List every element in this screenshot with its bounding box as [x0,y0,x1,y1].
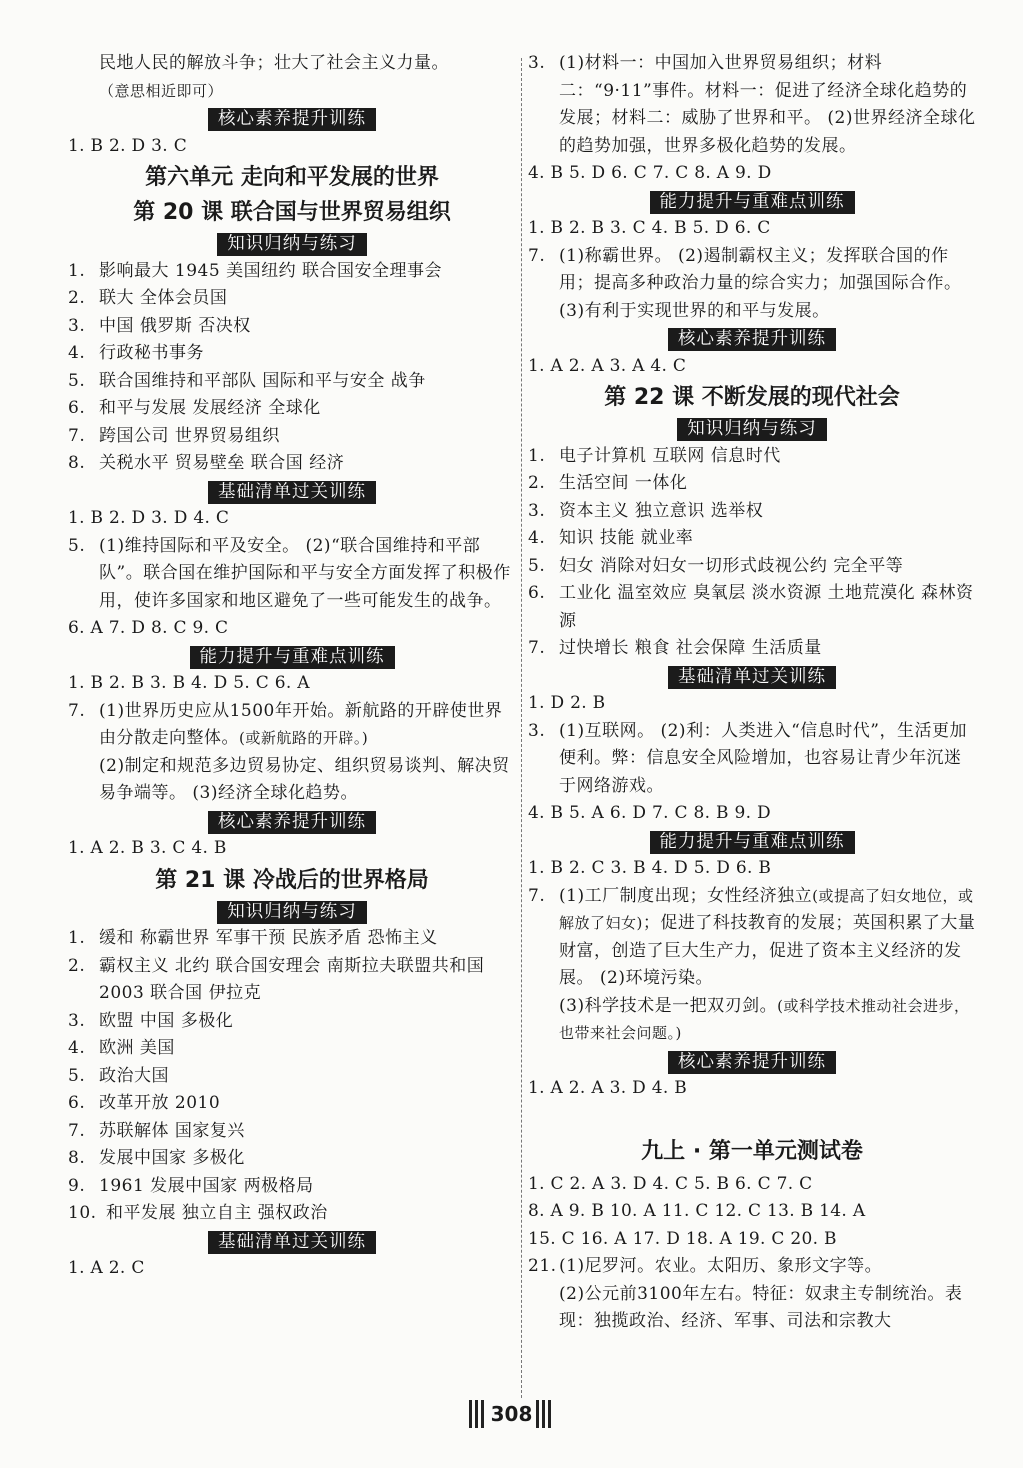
answer-line: 1. B 2. B 3. B 4. D 5. C 6. A [68,673,310,693]
list-item: 6. 工业化 温室效应 臭氧层 淡水资源 土地荒漠化 森林资源 [528,583,974,631]
list-item: 3. 资本主义 独立意识 选举权 [528,500,764,521]
list-item: 5. 政治大国 [68,1065,169,1086]
list-item: 7. (1)称霸世界。 (2)遏制霸权主义；发挥联合国的作用；提高多种政治力量的综合实力；加强国际合作。 (3)有利于实现世界的和平与发展。 [528,245,962,321]
right-column [528,50,976,1336]
list-item: 2. 生活空间 一体化 [528,473,688,493]
answer-line: 4. B 5. A 6. D 7. C 8. B 9. D [528,803,771,823]
page-number: 308 [0,1400,1023,1428]
list-item: 7. 跨国公司 世界贸易组织 [68,425,280,446]
lesson-title: 第 22 课 不断发展的现代社会 [604,385,900,410]
list-item: 8. 关税水平 贸易壁垒 联合国 经济 [68,453,345,473]
answer-line: 1. B 2. D 3. C [68,135,188,156]
list-item: 6. 改革开放 2010 [68,1093,221,1113]
answer-note: （意思相近即可） [99,81,224,100]
list-item: 1. 影响最大 1945 美国纽约 联合国安全理事会 [68,260,442,281]
answer-line: 1. A 2. A 3. D 4. B [528,1078,688,1098]
section-bar-core: 核心素养提升训练 [208,108,376,131]
list-item: 5. (1)维持国际和平及安全。 (2)“联合国维持和平部队”。联合国在维护国际和平与安全方面发挥了积极作用，使许多国家和地区避免了一些可能发生的战争。 [68,535,511,611]
answer-line: 15. C 16. A 17. D 18. A 19. C 20. B [528,1228,837,1249]
section-bar-ability: 能力提升与重难点训练 [650,191,855,214]
answer-line: 1. B 2. C 3. B 4. D 5. D 6. B [528,858,772,878]
list-item: 7. 苏联解体 国家复兴 [68,1120,245,1141]
list-item: 1. 缓和 称霸世界 军事干预 民族矛盾 恐怖主义 [68,928,438,948]
section-bar-ability: 能力提升与重难点训练 [650,831,855,854]
list-item: 21. (1)尼罗河。农业。太阳历、象形文字等。 (2)公元前3100年左右。特征：奴隶主专制统治。表现：独揽政治、经济、军事、司法和宗教大 [528,1256,963,1331]
list-item: 10. 和平发展 独立自主 强权政治 [68,1203,328,1223]
test-title: 九上 · 第一单元测试卷 [641,1138,863,1164]
answer-line: 民地人民的解放斗争；壮大了社会主义力量。 [99,53,449,73]
answer-line: 4. B 5. D 6. C 7. C 8. A 9. D [528,163,772,183]
section-bar-core: 核心素养提升训练 [668,328,836,351]
page-number-stripes [536,1400,554,1428]
section-bar-ability: 能力提升与重难点训练 [190,646,395,669]
section-bar-knowledge: 知识归纳与练习 [677,418,827,441]
unit-title: 第六单元 走向和平发展的世界 [145,165,439,190]
list-item: 4. 欧洲 美国 [68,1038,175,1058]
list-item: 4. 行政秘书事务 [68,343,204,363]
answer-line: 1. A 2. A 3. A 4. C [528,355,687,376]
list-item: 7. (1)工厂制度出现；女性经济独立(或提高了妇女地位，或解放了妇女)；促进了科技教育的发展；英国积累了大量财富，创造了巨大生产力，促进了资本主义经济的发展。 (2)环境污染。 (3)科学技术是一把双刃剑。(或科学技术推动社会进步，也带来社会问题。) [528,885,976,1042]
answer-line: 1. A 2. C [68,1258,145,1278]
section-bar-knowledge: 知识归纳与练习 [217,901,367,924]
list-item: 2. 霸权主义 北约 联合国安理会 南斯拉夫联盟共和国 2003 联合国 伊拉克 [68,955,485,1003]
answer-line: 6. A 7. D 8. C 9. C [68,618,229,638]
section-bar-basic: 基础清单过关训练 [668,666,836,689]
section-bar-core: 核心素养提升训练 [668,1051,836,1074]
answer-line: 1. C 2. A 3. D 4. C 5. B 6. C 7. C [528,1173,813,1194]
list-item: 9. 1961 发展中国家 两极格局 [68,1175,314,1196]
list-item: 3. (1)互联网。 (2)利：人类进入“信息时代”，生活更加便利。弊：信息安全风险增加，也容易让青少年沉迷于网络游戏。 [528,720,967,796]
list-item: 2. 联大 全体会员国 [68,288,228,308]
section-bar-core: 核心素养提升训练 [208,811,376,834]
section-bar-basic: 基础清单过关训练 [208,1231,376,1254]
lesson-title: 第 20 课 联合国与世界贸易组织 [133,200,451,225]
left-column [68,50,516,1283]
list-item: 6. 和平与发展 发展经济 全球化 [68,398,321,418]
answer-line: 1. A 2. B 3. C 4. B [68,838,227,858]
list-item: 3. 中国 俄罗斯 否决权 [68,315,251,336]
page-number-stripes [469,1400,487,1428]
column-divider [521,58,522,1398]
list-item: 7. (1)世界历史应从1500年开始。新航路的开辟使世界由分散走向整体。(或新航路的开辟。) (2)制定和规范多边贸易协定、组织贸易谈判、解决贸易争端等。 (3)经济全球化趋势。 [68,700,510,803]
section-bar-knowledge: 知识归纳与练习 [217,233,367,256]
list-item: 8. 发展中国家 多极化 [68,1148,245,1168]
answer-line: 8. A 9. B 10. A 11. C 12. C 13. B 14. A [528,1201,866,1221]
list-item: 3. (1)材料一：中国加入世界贸易组织；材料二：“9·11”事件。材料一：促进了经济全球化趋势的发展；材料二：威胁了世界和平。 (2)世界经济全球化的趋势加强，世界多极化趋势的发展。 [528,53,976,156]
list-item: 5. 妇女 消除对妇女一切形式歧视公约 完全平等 [528,555,904,576]
list-item: 5. 联合国维持和平部队 国际和平与安全 战争 [68,370,426,391]
answer-line: 1. B 2. D 3. D 4. C [68,508,230,528]
list-item: 1. 电子计算机 互联网 信息时代 [528,445,781,466]
list-item: 7. 过快增长 粮食 社会保障 生活质量 [528,638,822,658]
answer-line: 1. B 2. B 3. C 4. B 5. D 6. C [528,218,771,238]
section-bar-basic: 基础清单过关训练 [208,481,376,504]
list-item: 4. 知识 技能 就业率 [528,528,694,548]
list-item: 3. 欧盟 中国 多极化 [68,1010,234,1031]
answer-line: 1. D 2. B [528,693,606,713]
lesson-title: 第 21 课 冷战后的世界格局 [155,867,429,893]
